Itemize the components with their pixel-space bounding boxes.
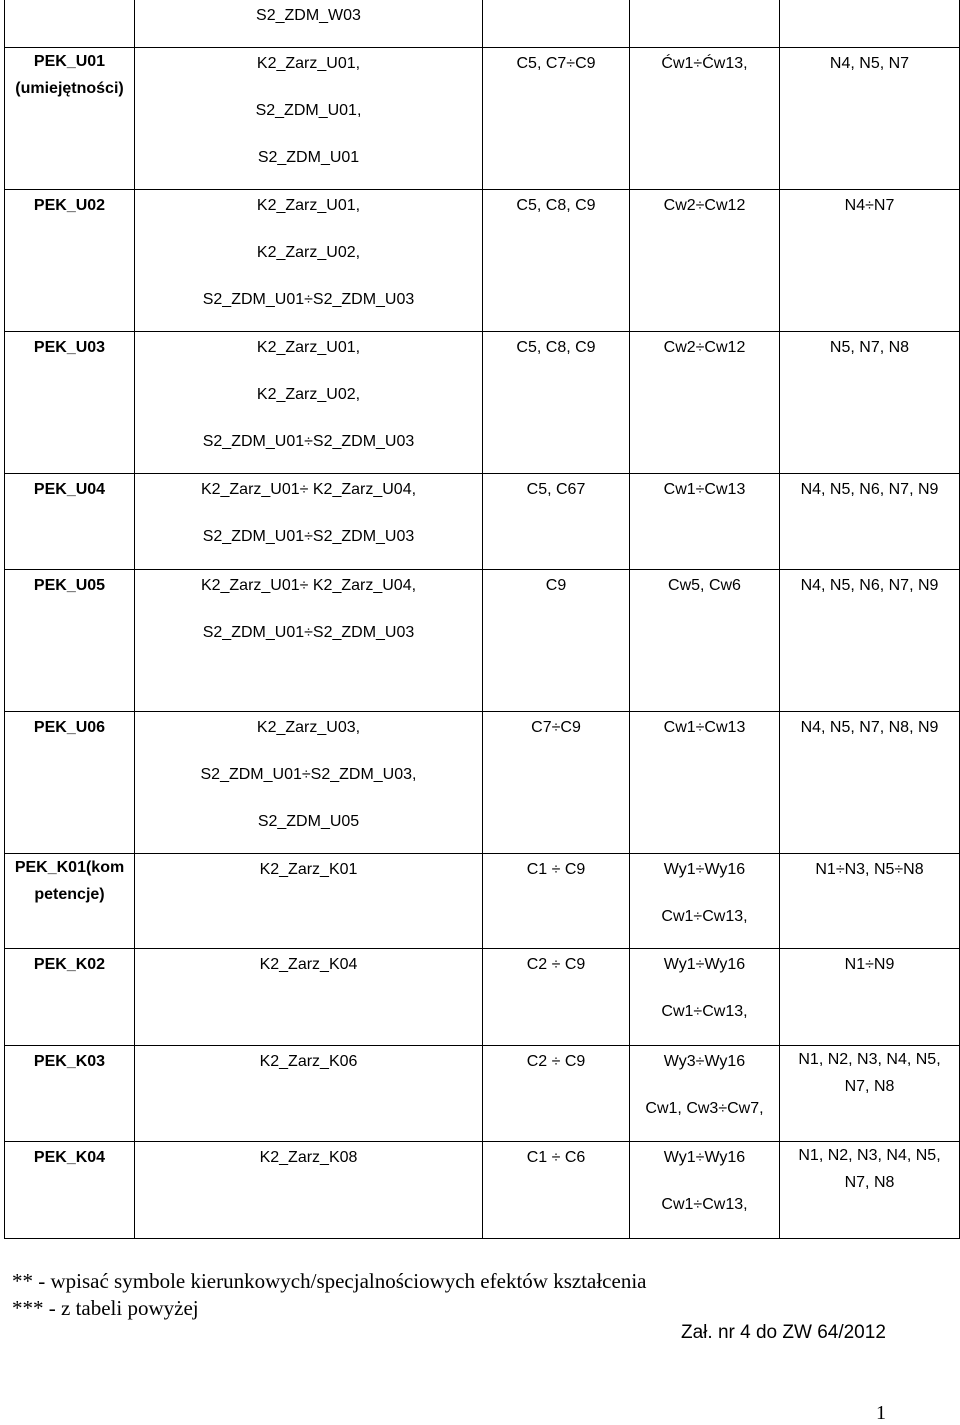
cell-line: C2 ÷ C9 bbox=[526, 956, 586, 973]
cell-line: C9 bbox=[545, 577, 567, 594]
table-body bbox=[5, 0, 960, 1239]
cell-line: K2_Zarz_U03, bbox=[256, 719, 361, 736]
table-cell bbox=[630, 332, 780, 474]
cell-line: N1÷N9 bbox=[844, 956, 895, 973]
cell-line: PEK_U04 bbox=[33, 481, 106, 498]
cell-line: PEK_K02 bbox=[33, 956, 106, 973]
cell-line: Cw1÷Cw13 bbox=[663, 481, 746, 498]
cell-line: N4, N5, N6, N7, N9 bbox=[800, 577, 939, 594]
cell-line: N4, N5, N6, N7, N9 bbox=[800, 481, 939, 498]
cell-line: Cw5, Cw6 bbox=[668, 577, 741, 594]
table-cell bbox=[483, 854, 630, 949]
table-row bbox=[5, 190, 960, 332]
cell-line: Cw1÷Cw13, bbox=[661, 908, 748, 925]
cell-line: K2_Zarz_K08 bbox=[259, 1149, 358, 1166]
cell-line: N7, N8 bbox=[844, 1174, 895, 1191]
table-cell bbox=[5, 854, 135, 949]
table-row bbox=[5, 1142, 960, 1239]
learning-outcomes-table bbox=[4, 0, 960, 1239]
table-cell bbox=[135, 570, 483, 712]
cell-line: N1, N2, N3, N4, N5, bbox=[798, 1051, 941, 1068]
table-cell bbox=[483, 1142, 630, 1239]
cell-line: N1, N2, N3, N4, N5, bbox=[798, 1147, 941, 1164]
cell-line: C1 ÷ C6 bbox=[526, 1149, 586, 1166]
table-cell bbox=[135, 190, 483, 332]
table-cell bbox=[630, 190, 780, 332]
table-cell bbox=[5, 1046, 135, 1142]
cell-line: PEK_K04 bbox=[33, 1149, 106, 1166]
table-cell bbox=[780, 0, 960, 48]
cell-line: Cw1÷Cw13, bbox=[661, 1003, 748, 1020]
table-cell bbox=[630, 854, 780, 949]
cell-line: K2_Zarz_U01÷ K2_Zarz_U04, bbox=[200, 577, 417, 594]
table-cell bbox=[630, 48, 780, 190]
cell-line: Wy3÷Wy16 bbox=[663, 1053, 746, 1070]
cell-line: S2_ZDM_U01, bbox=[255, 102, 362, 119]
table-cell bbox=[135, 712, 483, 854]
cell-line: PEK_U06 bbox=[33, 719, 106, 736]
table-cell bbox=[483, 190, 630, 332]
table-cell bbox=[5, 332, 135, 474]
cell-line: S2_ZDM_U01÷S2_ZDM_U03 bbox=[202, 528, 415, 545]
cell-line: PEK_U03 bbox=[33, 339, 106, 356]
cell-line: PEK_U01 bbox=[33, 53, 106, 70]
table-row bbox=[5, 0, 960, 48]
table-row bbox=[5, 949, 960, 1046]
cell-line: N7, N8 bbox=[844, 1078, 895, 1095]
cell-line: PEK_U05 bbox=[33, 577, 106, 594]
table-cell bbox=[5, 190, 135, 332]
footnote-triple-asterisk: *** - z tabeli powyżej bbox=[12, 1296, 199, 1320]
cell-line: Cw1, Cw3÷Cw7, bbox=[645, 1100, 764, 1117]
table-cell bbox=[135, 48, 483, 190]
cell-line: C2 ÷ C9 bbox=[526, 1053, 586, 1070]
cell-line: S2_ZDM_U05 bbox=[257, 813, 360, 830]
cell-line: K2_Zarz_K06 bbox=[259, 1053, 358, 1070]
table-row bbox=[5, 1046, 960, 1142]
table-cell bbox=[5, 949, 135, 1046]
cell-line: Cw1÷Cw13 bbox=[663, 719, 746, 736]
cell-line: K2_Zarz_K04 bbox=[259, 956, 358, 973]
cell-line: S2_ZDM_U01÷S2_ZDM_U03 bbox=[202, 291, 415, 308]
table-cell bbox=[135, 0, 483, 48]
cell-line: (umiejętności) bbox=[15, 80, 124, 97]
cell-line: C5, C8, C9 bbox=[516, 197, 596, 214]
table-cell bbox=[5, 712, 135, 854]
table-cell bbox=[483, 48, 630, 190]
cell-line: S2_ZDM_U01÷S2_ZDM_U03 bbox=[202, 624, 415, 641]
cell-line: N4, N5, N7 bbox=[829, 55, 910, 72]
table-cell bbox=[780, 1142, 960, 1239]
table-cell bbox=[483, 332, 630, 474]
table-cell bbox=[630, 949, 780, 1046]
table-cell bbox=[780, 48, 960, 190]
table-cell bbox=[5, 48, 135, 190]
table-row bbox=[5, 854, 960, 949]
table-cell bbox=[483, 474, 630, 570]
cell-line: C5, C67 bbox=[526, 481, 586, 498]
table-cell bbox=[630, 474, 780, 570]
table-cell bbox=[780, 712, 960, 854]
table-row bbox=[5, 712, 960, 854]
cell-line: C5, C8, C9 bbox=[516, 339, 596, 356]
cell-line: S2_ZDM_U01÷S2_ZDM_U03, bbox=[200, 766, 417, 783]
table-cell bbox=[483, 949, 630, 1046]
cell-line: petencje) bbox=[34, 886, 105, 903]
cell-line: C7÷C9 bbox=[531, 719, 581, 736]
table-cell bbox=[483, 570, 630, 712]
cell-line: S2_ZDM_W03 bbox=[256, 7, 361, 24]
table-cell bbox=[5, 0, 135, 48]
cell-line: Cw2÷Cw12 bbox=[663, 339, 746, 356]
cell-line: K2_Zarz_U01÷ K2_Zarz_U04, bbox=[200, 481, 417, 498]
table-cell bbox=[780, 1046, 960, 1142]
cell-line: N4, N5, N7, N8, N9 bbox=[800, 719, 939, 736]
table-cell bbox=[630, 712, 780, 854]
table-cell bbox=[5, 1142, 135, 1239]
table-cell bbox=[483, 0, 630, 48]
table-cell bbox=[630, 1046, 780, 1142]
table-cell bbox=[780, 332, 960, 474]
page-number: 1 bbox=[876, 1402, 886, 1424]
cell-line: S2_ZDM_U01 bbox=[257, 149, 360, 166]
table-cell bbox=[780, 190, 960, 332]
cell-line: Wy1÷Wy16 bbox=[663, 956, 746, 973]
table-cell bbox=[135, 854, 483, 949]
cell-line: K2_Zarz_U01, bbox=[256, 197, 361, 214]
cell-line: N1÷N3, N5÷N8 bbox=[815, 861, 924, 878]
cell-line: PEK_K03 bbox=[33, 1053, 106, 1070]
cell-line: N4÷N7 bbox=[844, 197, 895, 214]
table-row bbox=[5, 48, 960, 190]
table-cell bbox=[5, 570, 135, 712]
table-cell bbox=[630, 570, 780, 712]
cell-line: Wy1÷Wy16 bbox=[663, 1149, 746, 1166]
table-cell bbox=[780, 570, 960, 712]
table-cell bbox=[135, 332, 483, 474]
table-cell bbox=[780, 949, 960, 1046]
table-cell bbox=[630, 1142, 780, 1239]
table-cell bbox=[135, 949, 483, 1046]
cell-line: K2_Zarz_U01, bbox=[256, 55, 361, 72]
table-cell bbox=[780, 474, 960, 570]
table-cell bbox=[483, 712, 630, 854]
cell-line: C1 ÷ C9 bbox=[526, 861, 586, 878]
footnote-double-asterisk: ** - wpisać symbole kierunkowych/specjalnościowych efektów kształcenia bbox=[12, 1269, 647, 1293]
cell-line: K2_Zarz_U01, bbox=[256, 339, 361, 356]
cell-line: N5, N7, N8 bbox=[829, 339, 910, 356]
cell-line: K2_Zarz_U02, bbox=[256, 244, 361, 261]
table-cell bbox=[5, 474, 135, 570]
table-row bbox=[5, 570, 960, 712]
table-cell bbox=[780, 854, 960, 949]
table-row bbox=[5, 332, 960, 474]
cell-line: C5, C7÷C9 bbox=[516, 55, 596, 72]
cell-line: S2_ZDM_U01÷S2_ZDM_U03 bbox=[202, 433, 415, 450]
table-cell bbox=[630, 0, 780, 48]
cell-line: Cw2÷Cw12 bbox=[663, 197, 746, 214]
table-cell bbox=[135, 1046, 483, 1142]
cell-line: K2_Zarz_K01 bbox=[259, 861, 358, 878]
footnotes bbox=[12, 1268, 646, 1322]
cell-line: Wy1÷Wy16 bbox=[663, 861, 746, 878]
cell-line: PEK_K01(kom bbox=[14, 859, 125, 876]
attachment-note: Zał. nr 4 do ZW 64/2012 bbox=[681, 1322, 886, 1343]
cell-line: Cw1÷Cw13, bbox=[661, 1196, 748, 1213]
table-cell bbox=[135, 1142, 483, 1239]
table-row bbox=[5, 474, 960, 570]
cell-line: K2_Zarz_U02, bbox=[256, 386, 361, 403]
cell-line: PEK_U02 bbox=[33, 197, 106, 214]
table-cell bbox=[483, 1046, 630, 1142]
cell-line: Ćw1÷Ćw13, bbox=[661, 55, 748, 72]
table-cell bbox=[135, 474, 483, 570]
